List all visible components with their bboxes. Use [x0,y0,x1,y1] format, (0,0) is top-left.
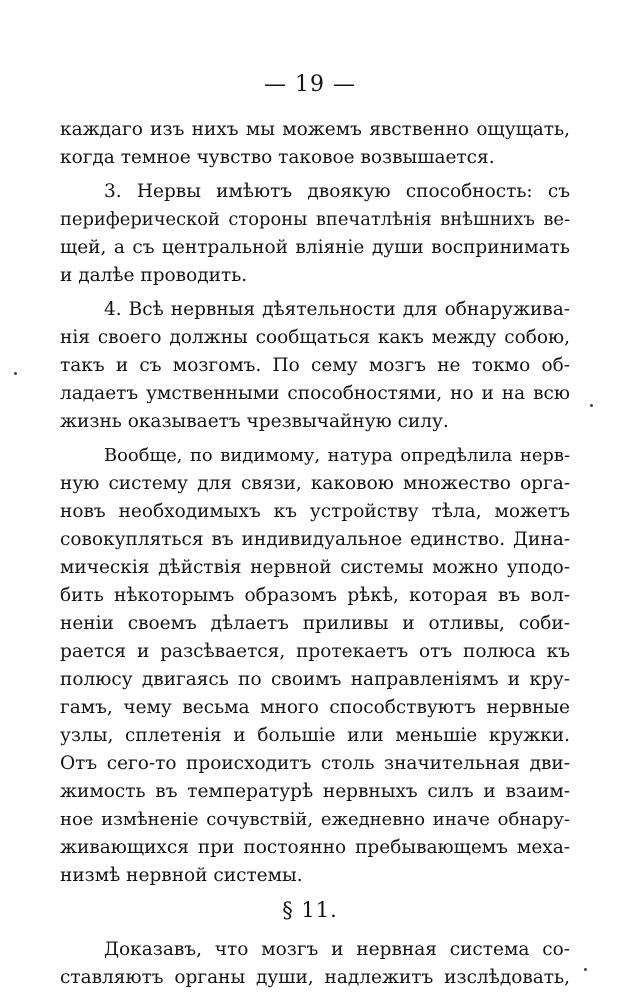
text-line: бить нѣкоторымъ образомъ рѣкѣ, которая въ вол- [60,585,570,606]
text-line: мическія дѣйствія нервной системы можно уподо- [60,557,570,578]
text-line: ладаетъ умственными способностями, но и на всю [60,383,570,404]
text-line: живающихся при постоянно пребывающемъ меха- [60,837,570,858]
scan-speck [584,968,587,971]
text-line: нія своего должны сообщаться какъ между собою, [60,327,570,348]
text-line: жимость въ температурѣ нервныхъ силъ и взаим- [60,781,570,802]
text-line: Отъ сего-то происходитъ столь значительная дви- [60,753,570,774]
text-line: гамъ, чему весьма много способствуютъ нервные [60,697,570,718]
page-number: — 19 — [264,72,356,97]
text-line: ставляютъ органы души, надлежитъ изслѣдовать, [60,967,570,988]
text-line: рается и разсѣвается, протекаетъ отъ полюса къ [60,641,570,662]
scan-speck [14,372,17,375]
text-line: жизнь оказываетъ чрезвычайную силу. [60,411,449,432]
text-line: 3. Нервы имѣютъ двоякую способность: съ [104,181,570,202]
text-line: полюсу двигаясь по своимъ направленіямъ и кру- [60,669,570,690]
text-line: периферической стороны впечатлѣнія внѣшнихъ ве- [60,209,570,230]
text-line: ную систему для связи, каковою множество орга- [60,473,570,494]
text-line: ное измѣненіе сочувствій, ежедневно иначе обнару- [60,809,570,830]
text-line: неніи своемъ дѣлаетъ приливы и отливы, соби- [60,613,570,634]
section-heading: § 11. [282,898,338,922]
text-line: 4. Всѣ нервныя дѣятельности для обнаружива- [104,299,570,320]
scan-speck [590,404,593,407]
text-line: каждаго изъ нихъ мы можемъ явственно ощущать, [60,119,570,140]
text-line: Вообще, по видимому, натура опредѣлила нерв- [104,445,570,466]
text-line: такъ и съ мозгомъ. По сему мозгъ не токмо об- [60,355,570,376]
text-line: узлы, сплетенія и большіе или меньшіе кружки. [60,725,570,746]
text-line: новъ необходимыхъ къ устройству тѣла, можетъ [60,501,570,522]
text-line: Доказавъ, что мозгъ и нервная система со- [104,939,570,960]
text-line: когда темное чувство таковое возвышается. [60,147,495,168]
text-line: совокупляться въ индивидуальное единство. Дина- [60,529,570,550]
text-line: щей, а съ центральной вліяніе души воспринимать [60,237,570,258]
text-line: и далѣе проводить. [60,265,248,286]
text-line: низмѣ нервной системы. [60,865,303,886]
